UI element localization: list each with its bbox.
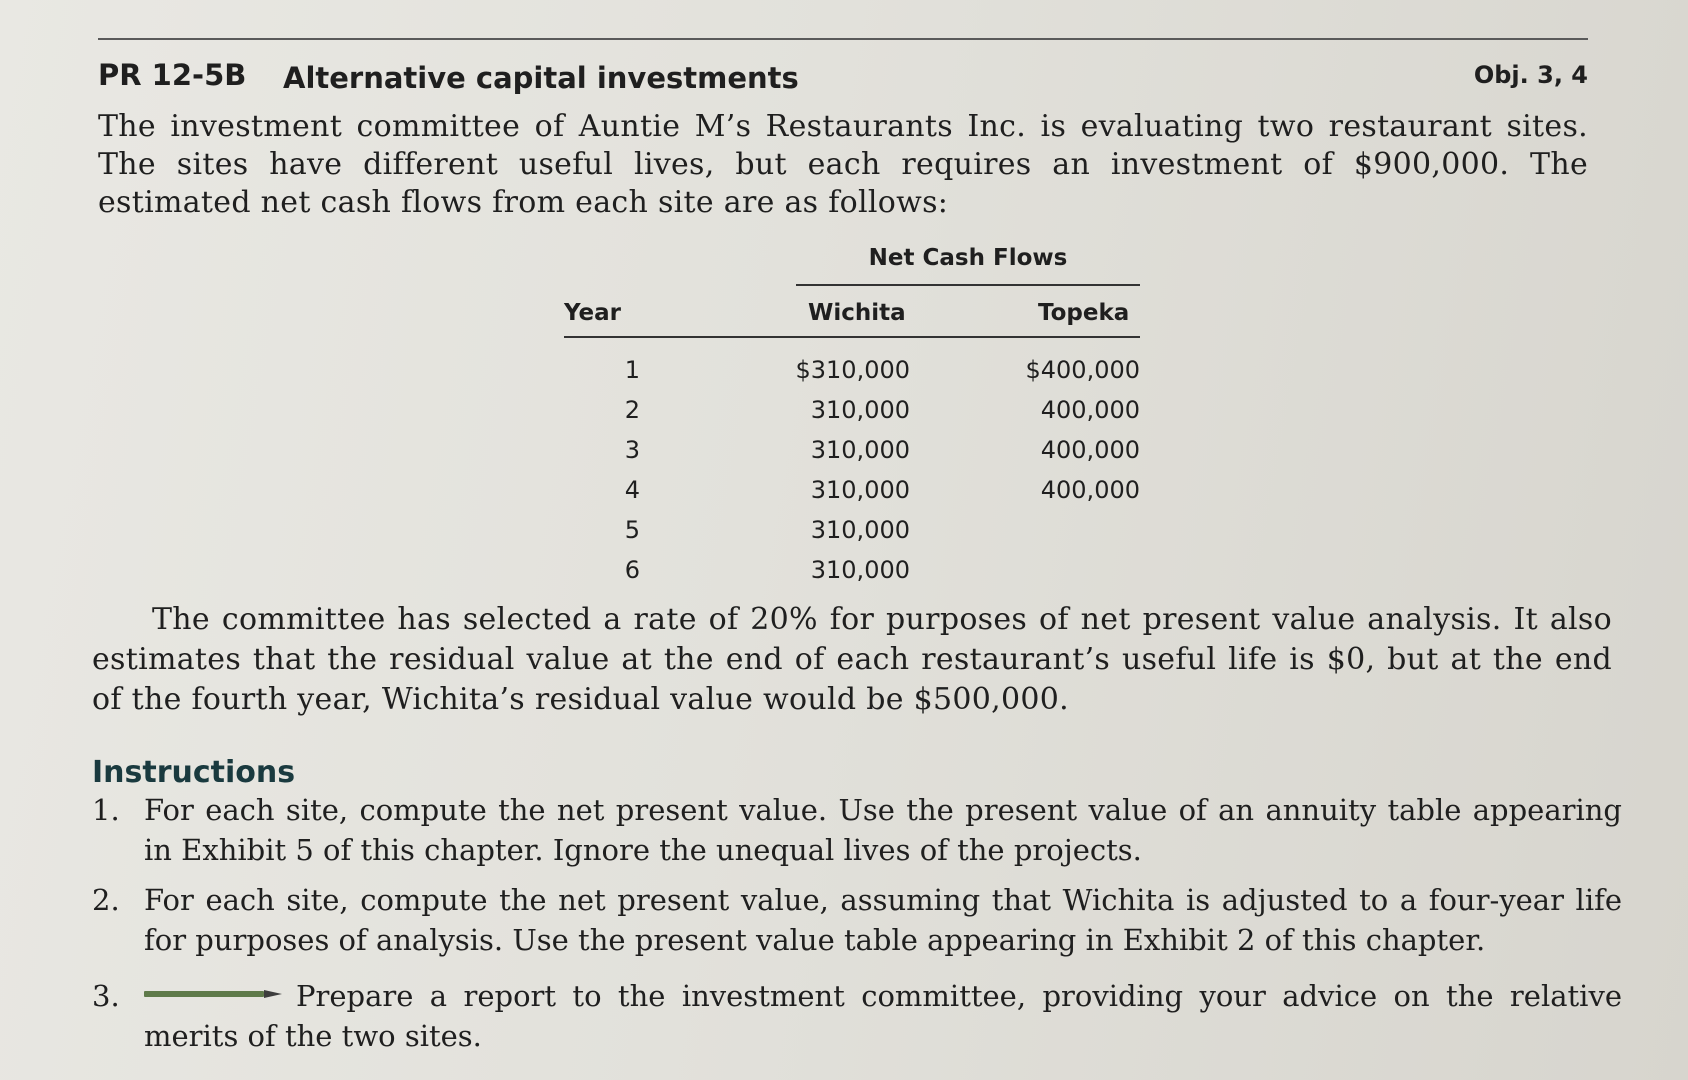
objectives-label: Obj. 3, 4: [1473, 61, 1588, 89]
table-cell-topeka: 400,000: [1040, 396, 1140, 424]
instruction-number: 2.: [92, 883, 120, 917]
table-cell-topeka: $400,000: [1025, 356, 1140, 384]
column-header-year: Year: [564, 300, 622, 326]
topeka-column: [1000, 350, 1140, 590]
column-header-rule: [564, 336, 1140, 338]
table-cell-wichita: 310,000: [810, 396, 910, 424]
cash-flow-table: [564, 240, 1140, 590]
instruction-number: 3.: [92, 979, 120, 1013]
table-cell-year: 3: [624, 436, 640, 464]
writing-pencil-icon: [144, 989, 284, 999]
rate-paragraph: [92, 600, 1612, 720]
group-header-rule: [796, 284, 1140, 286]
table-cell-year: 1: [624, 356, 640, 384]
table-cell-wichita: 310,000: [810, 516, 910, 544]
net-cash-flows-header: Net Cash Flows: [868, 245, 1068, 271]
table-cell-topeka: 400,000: [1040, 476, 1140, 504]
table-cell-wichita: 310,000: [810, 556, 910, 584]
table-cell-year: 6: [624, 556, 640, 584]
rate-paragraph-text: The committee has selected a rate of 20% for purposes of net present value analysis. It also estimates that the residual value at the end of each restaurant’s useful life is $0, but at the end of the fourth year, Wichita’s residual value would be $500,000.: [92, 602, 1612, 717]
instruction-text-wrapper: [144, 976, 1622, 1056]
table-cell-topeka: [1000, 550, 1140, 590]
table-cell-wichita: 310,000: [810, 436, 910, 464]
wichita-column: [770, 350, 910, 590]
intro-paragraph: The investment committee of Auntie M’s Restaurants Inc. is evaluating two restaurant sites. The sites have different useful lives, but each requires an investment of $900,000. The estimated net cash flows from each site are as follows:: [98, 109, 1588, 220]
instruction-number: 1.: [92, 793, 120, 827]
table-cell-wichita: 310,000: [810, 476, 910, 504]
column-header-topeka: Topeka: [1038, 300, 1130, 326]
table-cell-topeka: [1000, 510, 1140, 550]
table-cell-year: 4: [624, 476, 640, 504]
instruction-text: For each site, compute the net present value, assuming that Wichita is adjusted to a four-year life for purposes of analysis. Use the present value table appearing in Exhibit 2 of this chapter.: [144, 883, 1622, 957]
problem-number: PR 12-5B: [98, 58, 247, 92]
problem-header: [98, 58, 1588, 98]
table-cell-topeka: 400,000: [1040, 436, 1140, 464]
top-rule: [98, 38, 1588, 40]
table-cell-year: 2: [624, 396, 640, 424]
table-cell-year: 5: [624, 516, 640, 544]
instruction-text: For each site, compute the net present value. Use the present value of an annuity table appearing in Exhibit 5 of this chapter. Ignore the unequal lives of the projects.: [144, 793, 1622, 867]
instructions-heading: Instructions: [92, 755, 296, 790]
table-cell-wichita: $310,000: [795, 356, 910, 384]
instruction-text: Prepare a report to the investment committee, providing your advice on the relative merits of the two sites.: [144, 979, 1622, 1053]
problem-title: Alternative capital investments: [283, 61, 799, 95]
column-header-wichita: Wichita: [808, 300, 906, 326]
year-column: [600, 350, 640, 590]
